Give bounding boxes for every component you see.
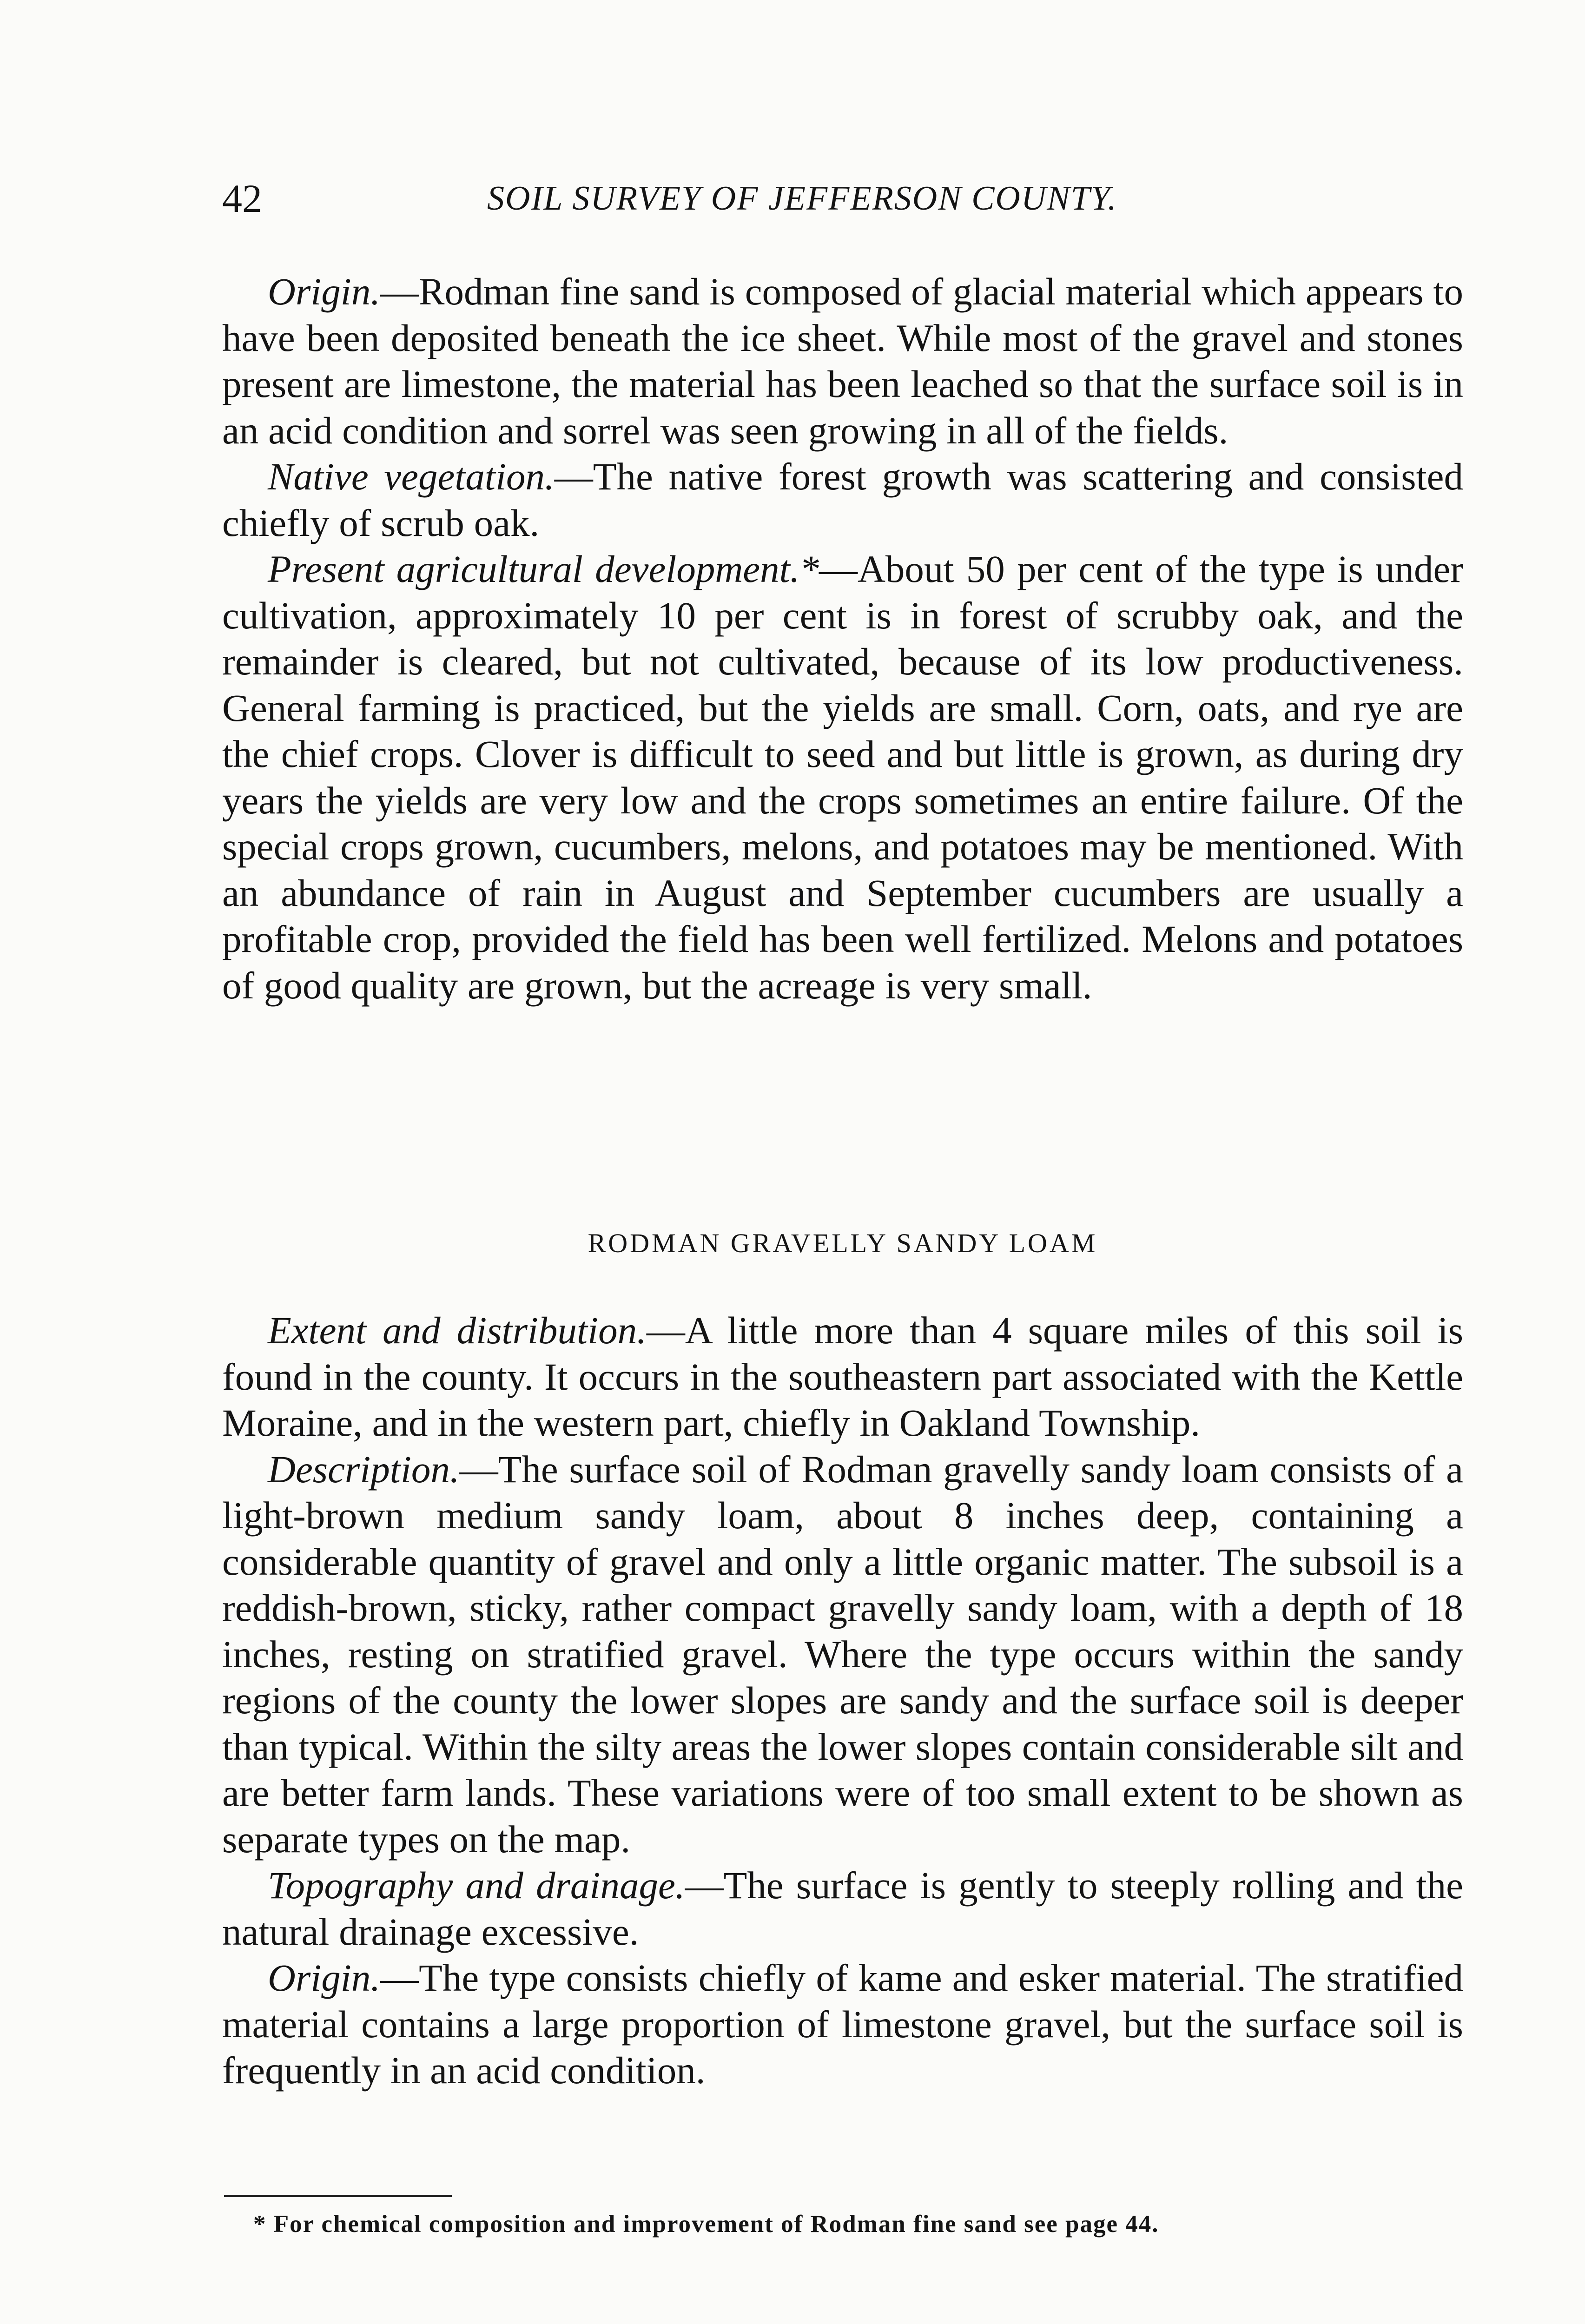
footnote-divider	[224, 2195, 452, 2197]
paragraph-lead: Topography and drainage.	[268, 1864, 685, 1907]
paragraph-extent-and-distribution	[222, 1307, 1463, 1446]
paragraph-text: —About 50 per cent of the type is under cultivation, approximately 10 per cent is in forest of scrubby oak, and the remainder is cleared, but not cultivated, because of its low productiveness. General farming is practiced, but the yields are small. Corn, oats, and rye are the chief crops. Clover is difficult to seed and but little is grown, as during dry years the yields are very low and the crops sometimes an entire failure. Of the special crops grown, cucumbers, melons, and potatoes may be mentioned. With an abundance of rain in August and September cucumbers are usually a profitable crop, provided the field has been well fertilized. Melons and potatoes of good quality are grown, but the acreage is very small.	[222, 548, 1463, 1007]
page-header	[222, 173, 1468, 224]
fine-sand-continued	[222, 269, 1463, 1009]
paragraph-lead: Present agricultural development.*	[268, 548, 819, 590]
paragraph-origin	[222, 269, 1463, 454]
paragraph-lead: Origin.	[268, 1956, 381, 1999]
paragraph-topography-and-drainage	[222, 1862, 1463, 1955]
paragraph-origin	[222, 1955, 1463, 2094]
paragraph-present-agricultural-development	[222, 546, 1463, 1009]
paragraph-description	[222, 1446, 1463, 1863]
paragraph-lead: Origin.	[268, 270, 381, 313]
page-number: 42	[222, 176, 262, 221]
paragraph-text: —The surface soil of Rodman gravelly sandy loam consists of a light-brown medium sandy loam, about 8 inches deep, containing a considerable quantity of gravel and only a little organic matter. The subsoil is a reddish-brown, sticky, rather compact gravelly sandy loam, with a depth of 18 inches, resting on stratified gravel. Where the type occurs within the sandy regions of the county the lower slopes are sandy and the surface soil is deeper than typical. Within the silty areas the lower slopes contain considerable silt and are better farm lands. These variations were of too small extent to be shown as separate types on the map.	[222, 1447, 1463, 1861]
section-heading: RODMAN GRAVELLY SANDY LOAM	[588, 1228, 1098, 1258]
paragraph-lead: Extent and distribution.	[268, 1309, 647, 1352]
paragraph-lead: Native vegetation.	[268, 455, 555, 498]
paragraph-lead: Description.	[268, 1447, 460, 1491]
paragraph-text: —A little more than 4 square miles of this soil is found in the county. It occurs in the southeastern part associated with the Kettle Moraine, and in the western part, chiefly in Oakland Township.	[222, 1309, 1463, 1444]
paragraph-text: —The native forest growth was scattering and consisted chiefly of scrub oak.	[222, 455, 1463, 544]
paragraph-native-vegetation	[222, 454, 1463, 546]
paragraph-text: —The surface is gently to steeply rolling and the natural drainage excessive.	[222, 1864, 1463, 1953]
paragraph-text: —The type consists chiefly of kame and esker material. The stratified material contains a large proportion of limestone gravel, but the surface soil is frequently in an acid condition.	[222, 1956, 1463, 2092]
paragraph-text: —Rodman fine sand is composed of glacial material which appears to have been deposited beneath the ice sheet. While most of the gravel and stones present are limestone, the material has been leached so that the surface soil is in an acid condition and sorrel was seen growing in all of the fields.	[222, 270, 1463, 452]
running-head: SOIL SURVEY OF JEFFERSON COUNTY.	[487, 179, 1117, 218]
gravelly-sandy-loam-section	[222, 1307, 1463, 2094]
footnote: * For chemical composition and improvement of Rodman fine sand see page 44.	[253, 2211, 1159, 2238]
